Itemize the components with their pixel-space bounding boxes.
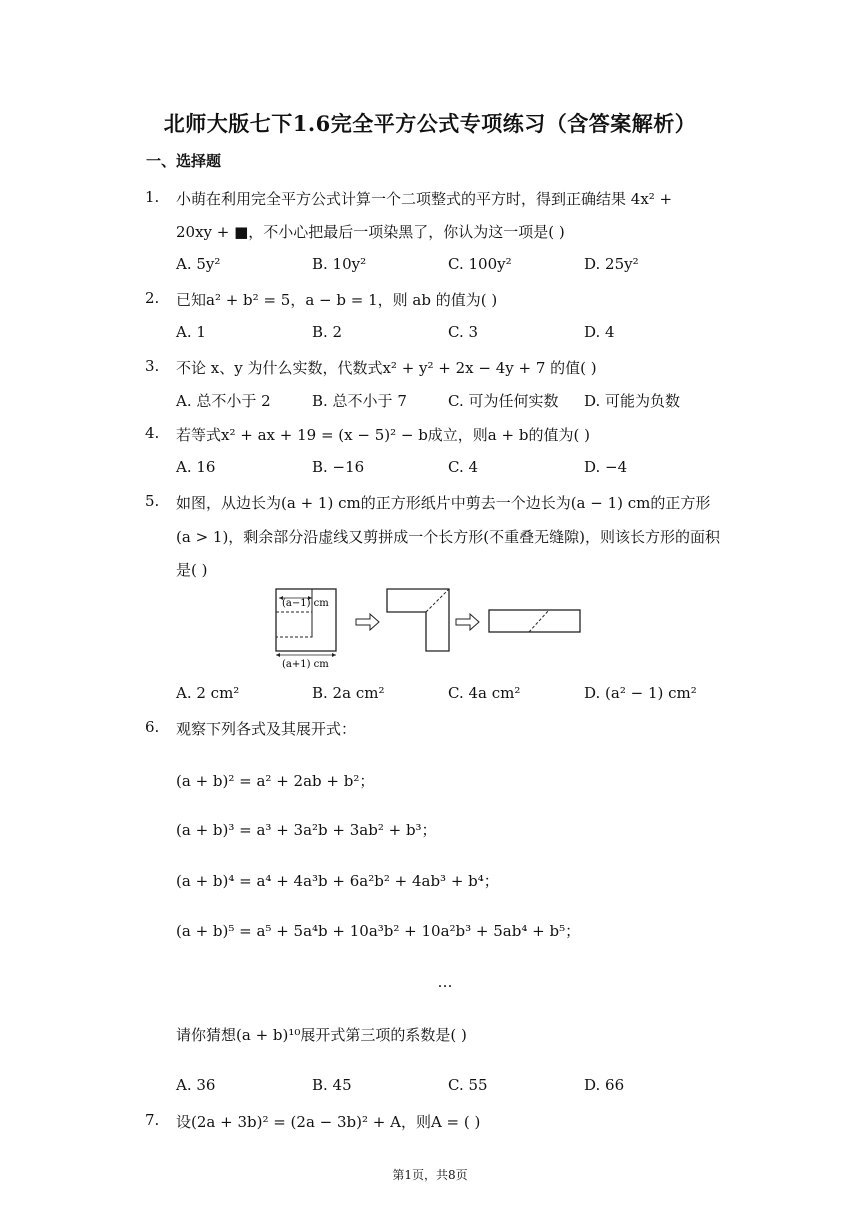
figure-label-large: (a+1) cm [282,659,329,670]
option-b: B. −16 [312,458,365,476]
option-c: C. 4 [448,458,479,476]
question-text: 是( ) [176,561,208,579]
option-a: A. 1 [176,323,206,341]
question-text: 不论 x、y 为什么实数，代数式x² + y² + 2x − 4y + 7 的值( ) [176,359,597,377]
diagonal-cut-dashed [426,589,449,612]
expansion-line: (a + b)⁵ = a⁵ + 5a⁴b + 10a³b² + 10a²b³ + 5ab⁴ + b⁵； [176,922,581,940]
option-a: A. 2 cm² [176,684,240,702]
square-cut-figure [272,585,584,675]
arrowhead [332,653,336,657]
question-text: 小萌在利用完全平方公式计算一个二项整式的平方时，得到正确结果 4x² + [176,190,673,208]
question-text: 已知a² + b² = 5，a − b = 1，则 ab 的值为( ) [176,291,498,309]
expansion-line: (a + b)³ = a³ + 3a²b + 3ab² + b³； [176,821,437,839]
question-number: 2. [145,289,160,307]
l-shape [387,589,449,651]
option-d: D. 可能为负数 [584,392,681,410]
option-c: C. 100y² [448,255,512,273]
expansion-line: (a + b)⁴ = a⁴ + 4a³b + 6a²b² + 4ab³ + b⁴； [176,872,499,890]
option-d: D. −4 [584,458,628,476]
page-footer: 第1页，共8页 [392,1168,468,1182]
question-text: 请你猜想(a + b)¹⁰展开式第三项的系数是( ) [176,1026,467,1044]
question-text: (a > 1)，剩余部分沿虚线又剪拼成一个长方形(不重叠无缝隙)，则该长方形的面积 [176,528,721,546]
option-a: A. 36 [176,1076,216,1094]
inner-square-dashed [276,612,312,637]
section-heading: 一、选择题 [146,152,222,170]
figure-label-small: (a−1) cm [282,598,329,609]
question-text: 20xy + ■，不小心把最后一项染黑了，你认为这一项是( ) [176,223,565,241]
result-rectangle [489,610,580,632]
option-c: C. 3 [448,323,479,341]
option-a: A. 总不小于 2 [176,392,271,410]
expansion-line: (a + b)² = a² + 2ab + b²； [176,772,375,790]
question-number: 1. [145,188,160,206]
question-text: 若等式x² + ax + 19 = (x − 5)² − b成立，则a + b的值为( ) [176,426,590,444]
option-a: A. 5y² [176,255,221,273]
option-b: B. 总不小于 7 [312,392,407,410]
option-d: D. 25y² [584,255,639,273]
question-text: 观察下列各式及其展开式： [176,720,357,738]
question-number: 7. [145,1111,160,1129]
option-b: B. 45 [312,1076,352,1094]
right-arrow-icon [356,614,379,630]
arrowhead [276,653,280,657]
question-number: 5. [145,492,160,510]
option-b: B. 10y² [312,255,367,273]
option-d: D. 66 [584,1076,625,1094]
option-b: B. 2 [312,323,343,341]
option-a: A. 16 [176,458,216,476]
option-c: C. 4a cm² [448,684,521,702]
right-arrow-icon [456,614,479,630]
question-number: 3. [145,357,160,375]
ellipsis: … [437,973,453,991]
option-d: D. 4 [584,323,615,341]
document-title: 北师大版七下1.6完全平方公式专项练习（含答案解析） [163,111,697,136]
question-number: 6. [145,718,160,736]
option-c: C. 55 [448,1076,488,1094]
option-c: C. 可为任何实数 [448,392,559,410]
diagonal-seam-dashed [529,610,549,632]
question-text: 如图，从边长为(a + 1) cm的正方形纸片中剪去一个边长为(a − 1) cm的正方形 [176,494,711,512]
question-number: 4. [145,424,160,442]
option-d: D. (a² − 1) cm² [584,684,697,702]
question-text: 设(2a + 3b)² = (2a − 3b)² + A，则A = ( ) [176,1113,481,1131]
option-b: B. 2a cm² [312,684,385,702]
